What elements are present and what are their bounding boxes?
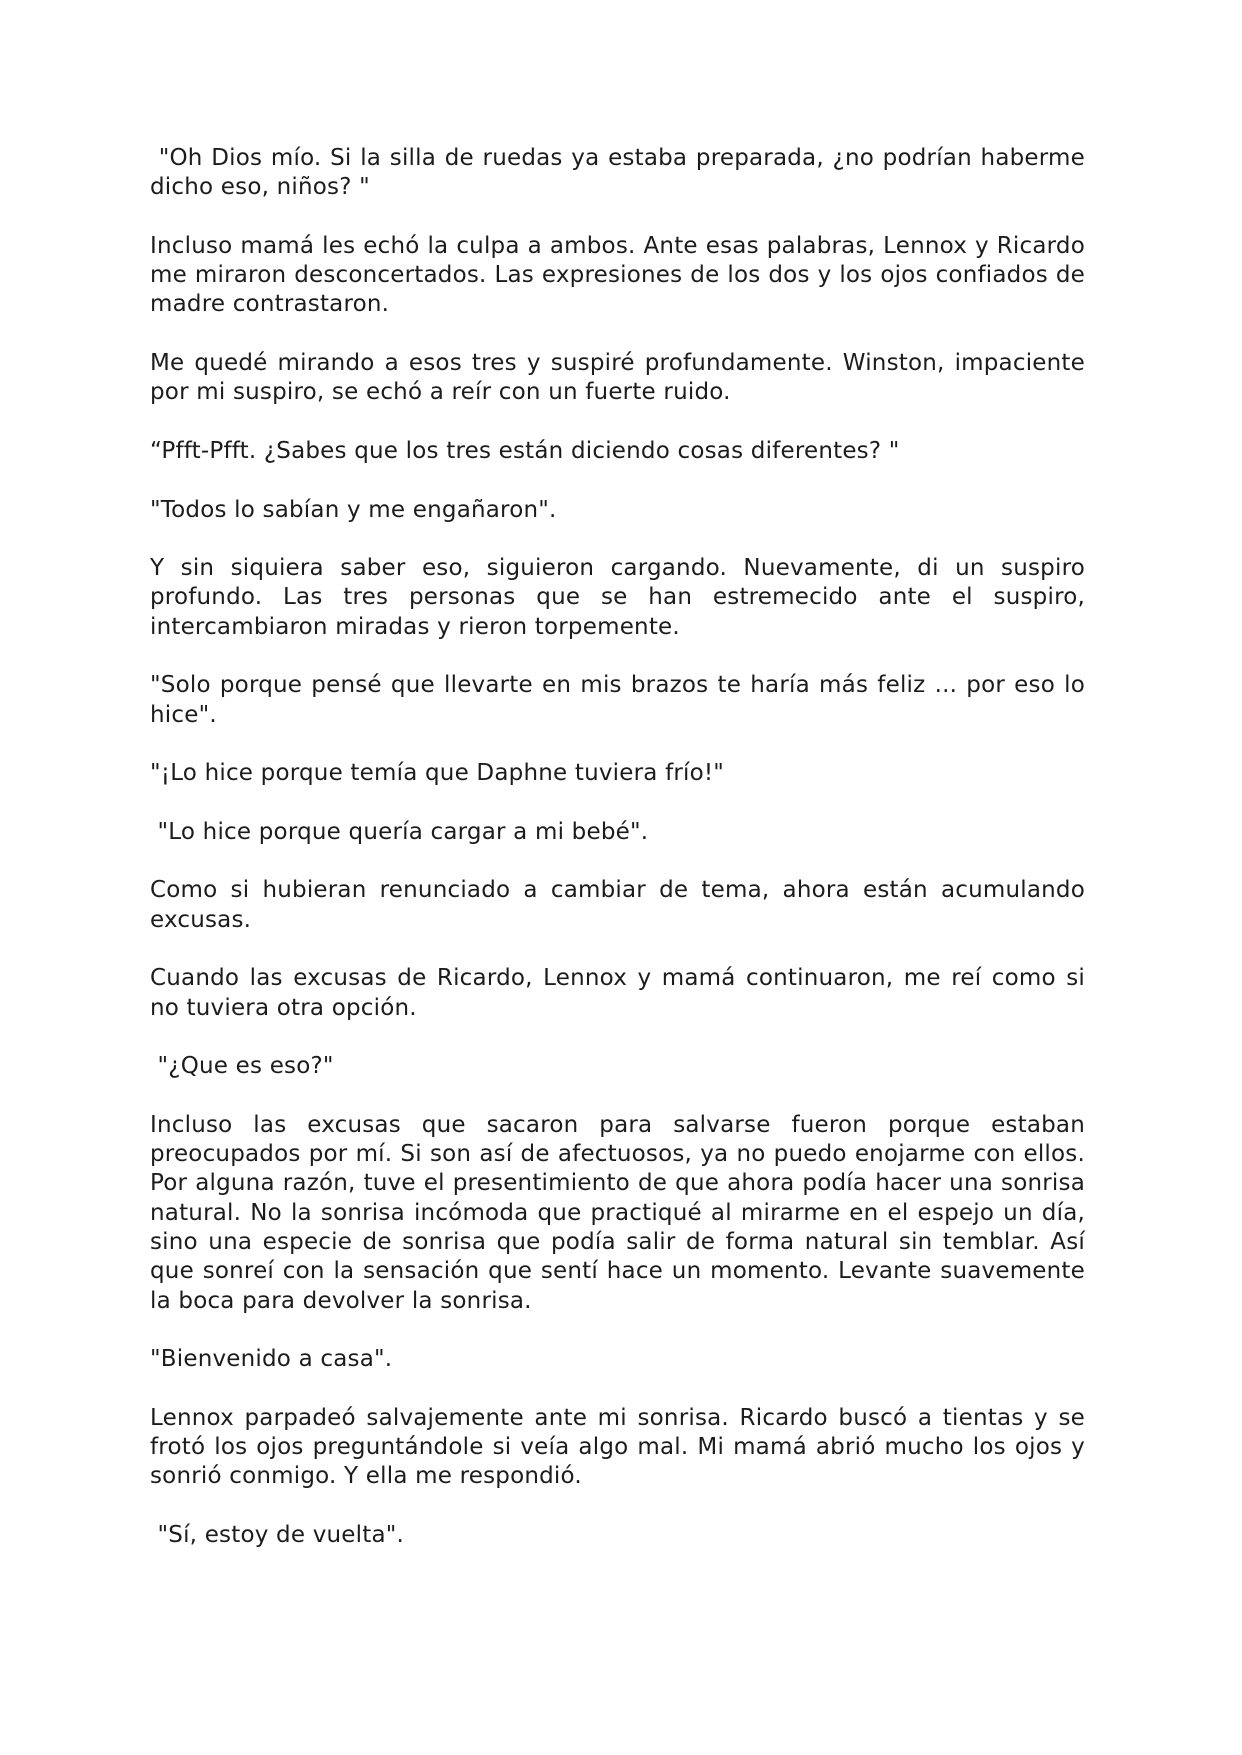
paragraph-2: Incluso mamá les echó la culpa a ambos. Ante esas palabras, Lennox y Ricardo me miraron desconcertados. Las expresiones de los dos y los ojos confiados de madre contrastaron. [150, 232, 1093, 318]
paragraph-14: "Bienvenido a casa". [150, 1346, 393, 1373]
paragraph-12: "¿Que es eso?" [150, 1053, 334, 1080]
paragraph-13: Incluso las excusas que sacaron para salvarse fueron porque estaban preocupados por mí. Si son así de afectuosos, ya no puedo enojarme con ellos. Por alguna razón, tuve el presentimiento de que ahora podía hacer una sonrisa natural. No la sonrisa incómoda que practiqué al mirarme en el espejo un día, sino una especie de sonrisa que podía salir de forma natural sin temblar. Así que sonreí con la sensación que sentí hace un momento. Levante suavemente la boca para devolver la sonrisa. [150, 1111, 1093, 1314]
paragraph-7: "Solo porque pensé que llevarte en mis brazos te haría más feliz ... por eso lo hice". [150, 672, 1093, 728]
paragraph-8: "¡Lo hice porque temía que Daphne tuviera frío!" [150, 760, 725, 787]
paragraph-4: “Pfft-Pfft. ¿Sabes que los tres están diciendo cosas diferentes? " [150, 437, 900, 464]
paragraph-15: Lennox parpadeó salvajemente ante mi sonrisa. Ricardo buscó a tientas y se frotó los ojos preguntándole si veía algo mal. Mi mamá abrió mucho los ojos y sonrió conmigo. Y ella me respondió. [150, 1404, 1093, 1490]
paragraph-3: Me quedé mirando a esos tres y suspiré profundamente. Winston, impaciente por mi suspiro, se echó a reír con un fuerte ruido. [150, 350, 1093, 406]
paragraph-11: Cuando las excusas de Ricardo, Lennox y mamá continuaron, me reí como si no tuviera otra opción. [150, 965, 1093, 1021]
paragraph-6: Y sin siquiera saber eso, siguieron cargando. Nuevamente, di un suspiro profundo. Las tres personas que se han estremecido ante el suspiro, intercambiaron miradas y rieron torpemente. [150, 555, 1093, 640]
paragraph-5: "Todos lo sabían y me engañaron". [150, 496, 557, 523]
paragraph-16: "Sí, estoy de vuelta". [150, 1521, 405, 1548]
paragraph-9: "Lo hice porque quería cargar a mi bebé". [150, 818, 649, 845]
paragraph-10: Como si hubieran renunciado a cambiar de tema, ahora están acumulando excusas. [150, 877, 1093, 933]
paragraph-1: "Oh Dios mío. Si la silla de ruedas ya estaba preparada, ¿no podrían haberme dicho eso, niños? " [150, 145, 1093, 201]
text-body [150, 144, 1093, 1580]
